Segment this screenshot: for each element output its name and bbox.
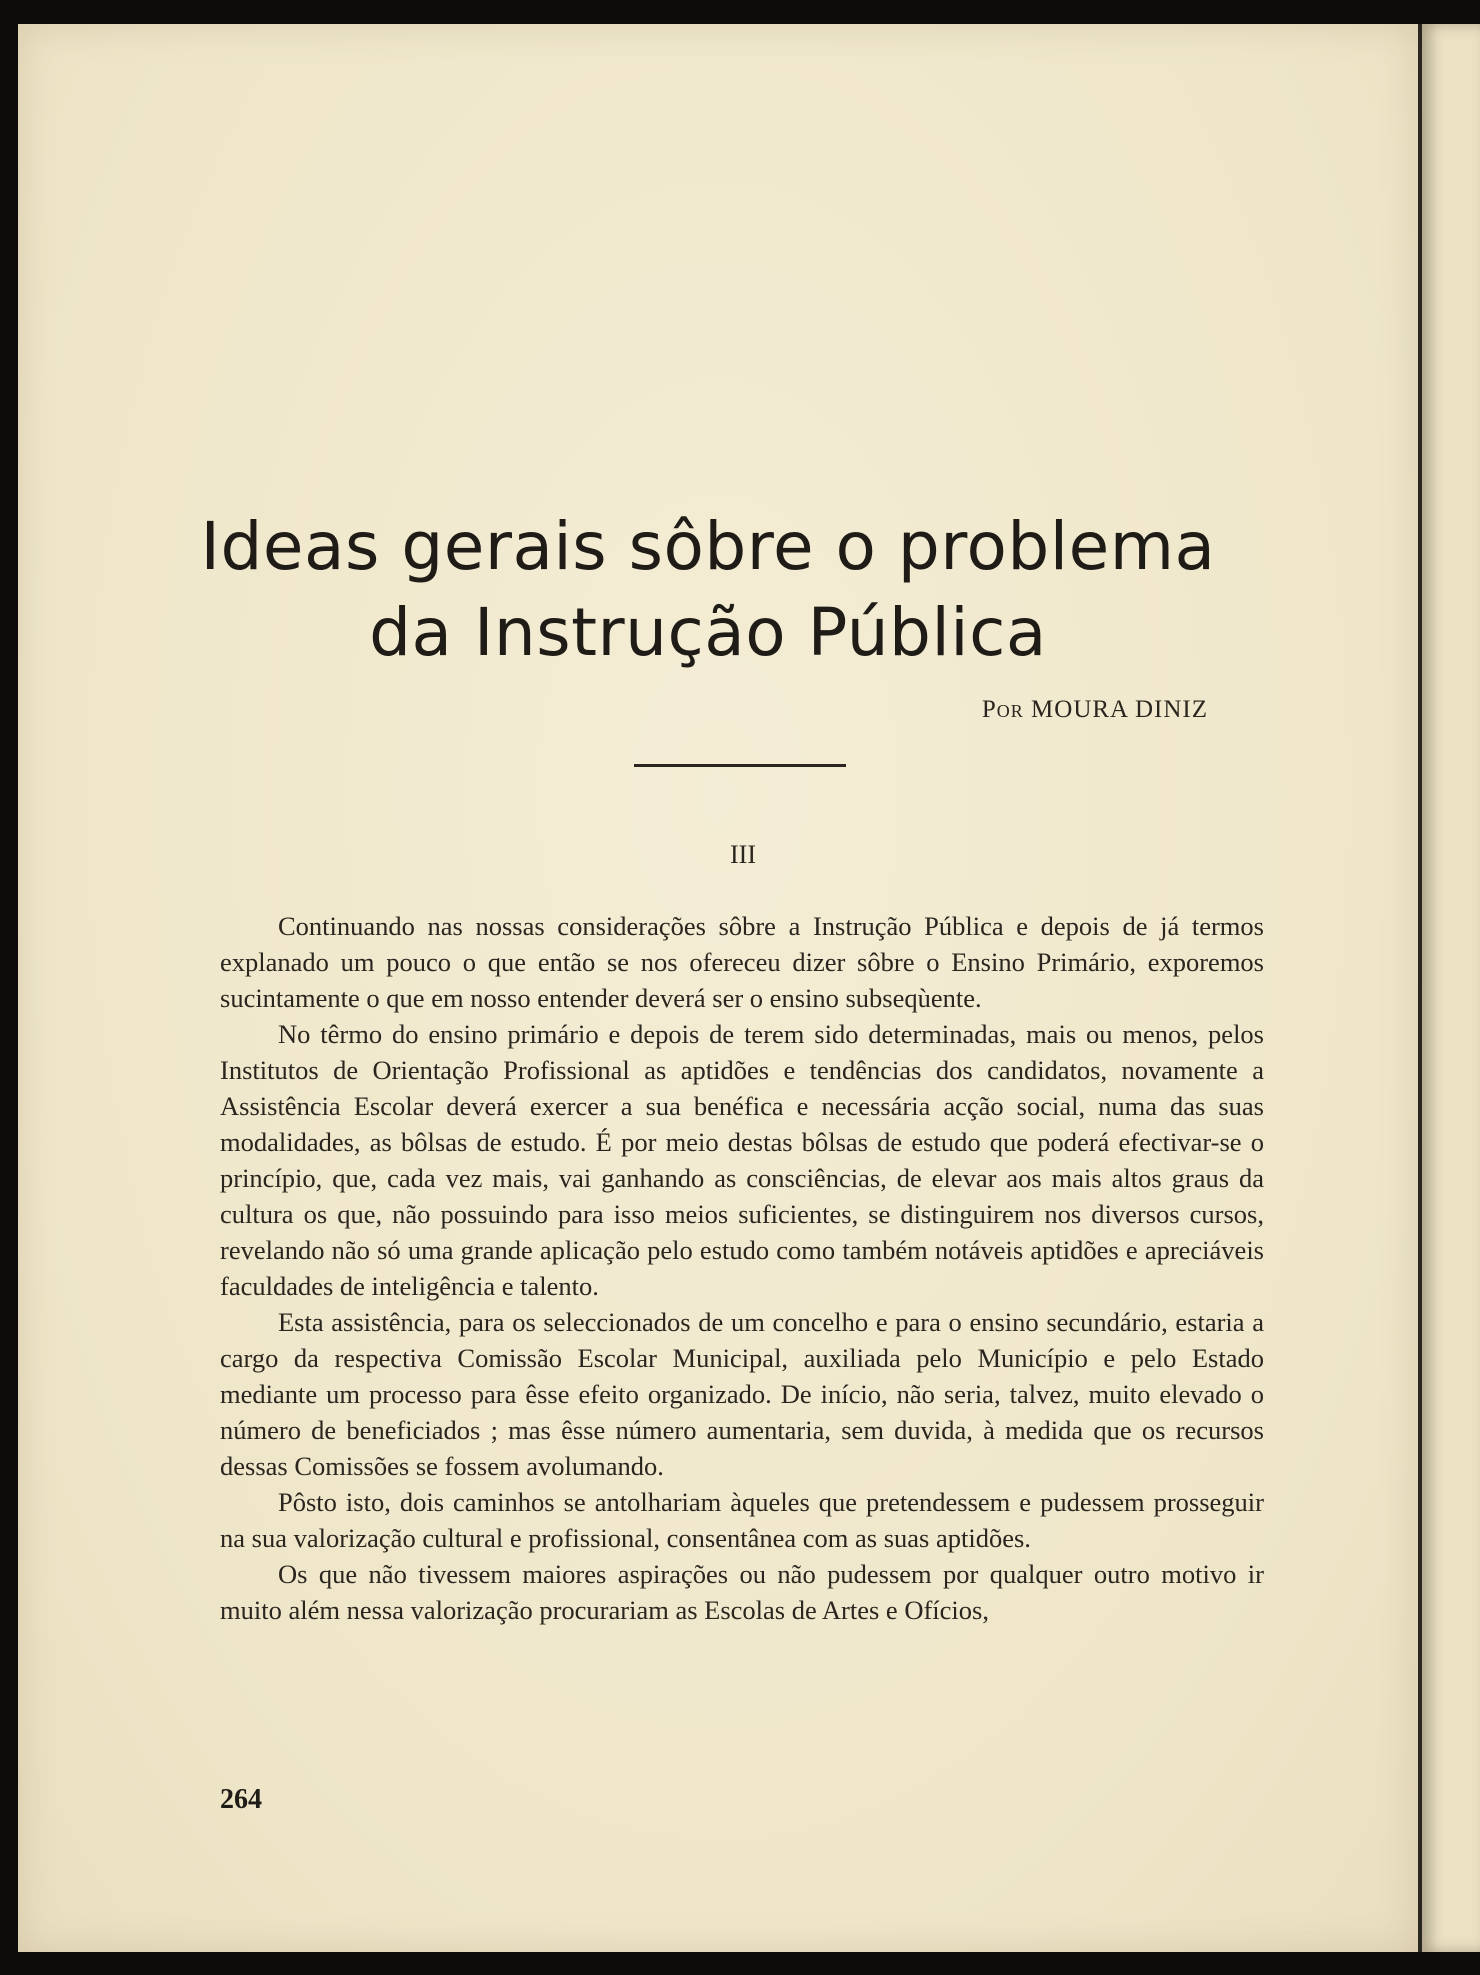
title-divider	[634, 764, 846, 767]
article-body	[220, 908, 1264, 1628]
paragraph: Os que não tivessem maiores aspirações ou não pudessem por qualquer outro motivo ir muito além nessa valorização procurariam as Escolas de Artes e Ofícios,	[220, 1559, 1264, 1625]
byline	[918, 696, 1208, 724]
book-page	[18, 24, 1418, 1952]
paragraph: Esta assistência, para os seleccionados de um concelho e para o ensino secundário, estaria a cargo da respectiva Comissão Escolar Municipal, auxiliada pelo Município e pelo Estado mediante um processo para êsse efeito organizado. De início, não seria, talvez, muito elevado o número de beneficiados ; mas êsse número aumentaria, sem duvida, à medida que os recursos dessas Comissões se fossem avolumando.	[220, 1307, 1264, 1481]
paragraph: No têrmo do ensino primário e depois de terem sido determinadas, mais ou menos, pelos Institutos de Orientação Profissional as aptidões e tendências dos candidatos, novamente a Assistência Escolar deverá exercer a sua benéfica e necessária acção social, numa das suas modalidades, as bôlsas de estudo. É por meio destas bôlsas de estudo que poderá efectivar-se o princípio, que, cada vez mais, vai ganhando as consciências, de elevar aos mais altos graus da cultura os que, não possuindo para isso meios suficientes, se distinguirem nos diversos cursos, revelando não só uma grande aplicação pelo estudo como também notáveis aptidões e apreciáveis faculdades de inteligência e talento.	[220, 1019, 1264, 1301]
author-name: MOURA DINIZ	[1031, 696, 1208, 723]
byline-prefix: Por	[981, 696, 1024, 723]
section-number: III	[730, 840, 756, 869]
paragraph: Continuando nas nossas considerações sôbre a Instrução Pública e depois de já termos explanado um pouco o que então se nos ofereceu dizer sôbre o Ensino Primário, exporemos sucintamente o que em nosso entender deverá ser o ensino subseqùente.	[220, 911, 1264, 1013]
paragraph: Pôsto isto, dois caminhos se antolhariam àqueles que pretendessem e pudessem prosseguir na sua valorização cultural e profissional, consentânea com as suas aptidões.	[220, 1487, 1264, 1553]
article-title: Ideas gerais sôbre o problema da Instrução Pública	[200, 508, 1216, 671]
adjacent-page-edge	[1422, 24, 1480, 1952]
page-number: 264	[220, 1784, 262, 1815]
